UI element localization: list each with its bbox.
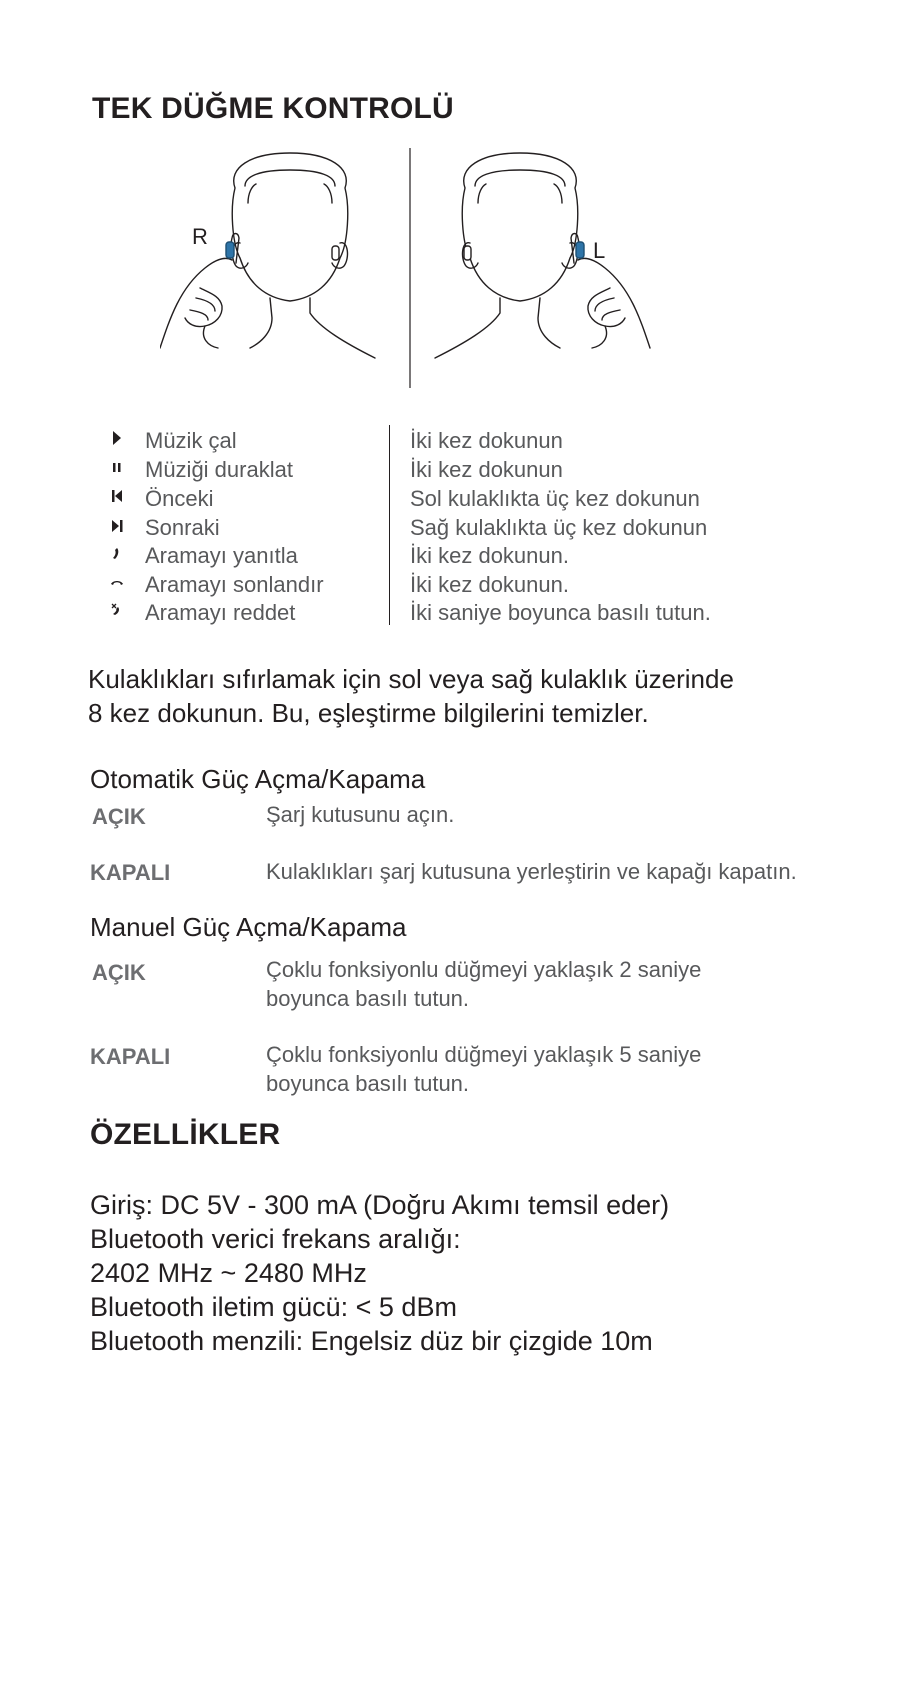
end-call-icon xyxy=(110,572,124,592)
control-action: Sonraki xyxy=(145,515,220,540)
pause-icon xyxy=(110,457,124,477)
desc-line: Çoklu fonksiyonlu düğmeyi yaklaşık 5 saniye xyxy=(266,1042,702,1067)
auto-power-off-label: KAPALI xyxy=(90,860,171,885)
control-action: Aramayı sonlandır xyxy=(145,572,324,597)
manual-power-off-label: KAPALI xyxy=(90,1044,171,1069)
right-ear-head-figure xyxy=(160,153,375,358)
earbud-illustration xyxy=(160,148,660,388)
features-title: ÖZELLİKLER xyxy=(90,1118,281,1151)
control-gesture: Sol kulaklıkta üç kez dokunun xyxy=(410,486,700,511)
control-action: Aramayı yanıtla xyxy=(145,543,298,568)
control-gesture: İki saniye boyunca basılı tutun. xyxy=(410,600,711,625)
reset-line: Kulaklıkları sıfırlamak için sol veya sağ kulaklık üzerinde xyxy=(88,664,734,694)
control-action: Aramayı reddet xyxy=(145,600,296,625)
reset-instructions xyxy=(88,662,848,730)
spec-line: Bluetooth iletim gücü: < 5 dBm xyxy=(90,1292,457,1322)
control-gesture: Sağ kulaklıkta üç kez dokunun xyxy=(410,515,708,540)
manual-power-on-label: AÇIK xyxy=(92,960,146,985)
control-row-pause xyxy=(0,457,900,485)
control-gesture: İki kez dokunun xyxy=(410,457,563,482)
auto-power-on-label: AÇIK xyxy=(92,804,146,829)
manual-power-title: Manuel Güç Açma/Kapama xyxy=(90,912,407,942)
control-action: Müzik çal xyxy=(145,428,237,453)
control-gesture: İki kez dokunun. xyxy=(410,572,569,597)
control-action: Önceki xyxy=(145,486,214,511)
control-gesture: İki kez dokunun. xyxy=(410,543,569,568)
manual-power-off-desc xyxy=(266,1040,701,1098)
spec-line: Giriş: DC 5V - 300 mA (Doğru Akımı temsil eder) xyxy=(90,1190,670,1220)
control-row-play xyxy=(0,428,900,456)
left-ear-head-figure xyxy=(435,153,650,358)
previous-icon xyxy=(110,486,124,506)
spec-line: 2402 MHz ~ 2480 MHz xyxy=(90,1258,367,1288)
spec-line: Bluetooth menzili: Engelsiz düz bir çizgide 10m xyxy=(90,1326,653,1356)
reject-call-icon xyxy=(110,600,124,620)
control-row-end-call xyxy=(0,572,900,600)
control-row-answer-call xyxy=(0,543,900,571)
spec-line: Bluetooth verici frekans aralığı: xyxy=(90,1224,461,1254)
right-ear-label: R xyxy=(192,224,208,249)
specs-list xyxy=(90,1188,669,1358)
desc-line: boyunca basılı tutun. xyxy=(266,986,470,1011)
auto-power-on-desc: Şarj kutusunu açın. xyxy=(266,802,455,827)
play-icon xyxy=(110,428,124,448)
control-action: Müziği duraklat xyxy=(145,457,293,482)
auto-power-title: Otomatik Güç Açma/Kapama xyxy=(90,764,426,794)
reset-line: 8 kez dokunun. Bu, eşleştirme bilgilerini temizler. xyxy=(88,698,649,728)
control-row-reject-call xyxy=(0,600,900,628)
auto-power-off-desc: Kulaklıkları şarj kutusuna yerleştirin ve kapağı kapatın. xyxy=(266,859,797,884)
next-icon xyxy=(110,515,124,535)
answer-call-icon xyxy=(110,543,124,563)
control-row-previous xyxy=(0,486,900,514)
control-gesture: İki kez dokunun xyxy=(410,428,563,453)
page-title: TEK DÜĞME KONTROLÜ xyxy=(92,92,454,125)
desc-line: boyunca basılı tutun. xyxy=(266,1071,470,1096)
manual-power-on-desc xyxy=(266,955,701,1013)
desc-line: Çoklu fonksiyonlu düğmeyi yaklaşık 2 saniye xyxy=(266,957,702,982)
control-row-next xyxy=(0,515,900,543)
left-ear-label: L xyxy=(593,238,606,263)
